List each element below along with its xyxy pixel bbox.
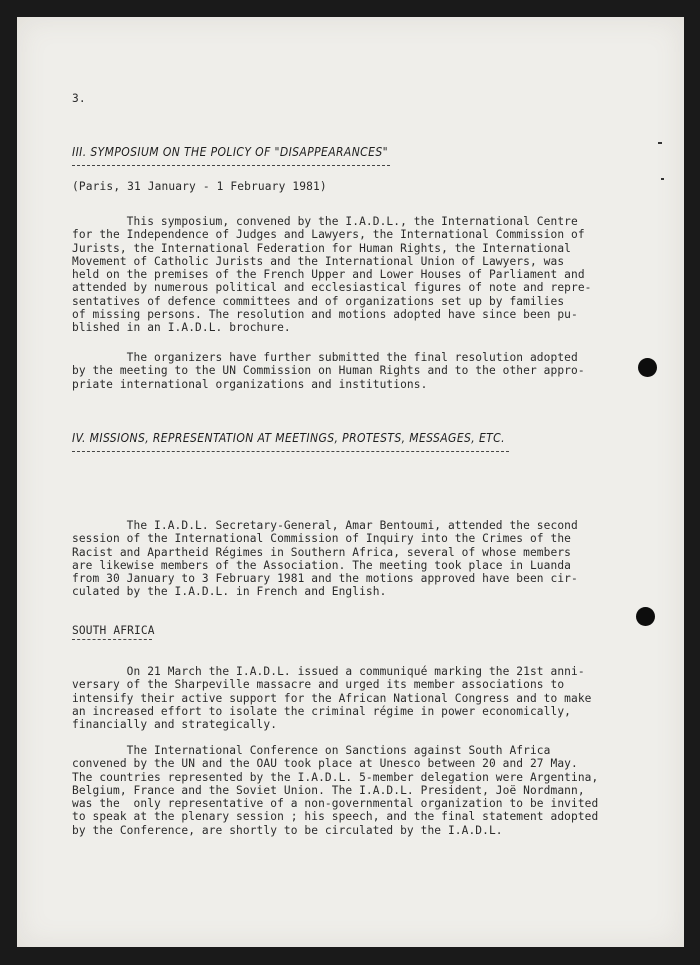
text-line: The International Conference on Sanctions against South Africa	[72, 744, 551, 757]
section-3-paragraph-1	[72, 215, 602, 335]
text-line: This symposium, convened by the I.A.D.L., the International Centre	[72, 215, 578, 228]
section-3-dateline: (Paris, 31 January - 1 February 1981)	[72, 180, 327, 193]
page-number: 3.	[72, 92, 86, 105]
text-line: are likewise members of the Association. The meeting took place in Luanda	[72, 558, 571, 572]
text-line: versary of the Sharpeville massacre and urged its member associations to	[72, 678, 565, 692]
text-line: for the Independence of Judges and Lawyers, the International Commission of	[72, 228, 585, 242]
text-line: session of the International Commission of Inquiry into the Crimes of the	[72, 532, 571, 546]
section-3-underline	[72, 165, 390, 166]
text-line: The countries represented by the I.A.D.L. 5-member delegation were Argentina,	[72, 770, 599, 784]
text-line: intensify their active support for the African National Congress and to make	[72, 691, 592, 705]
text-line: attended by numerous political and ecclesiastical figures of note and repre-	[72, 281, 592, 295]
text-line: blished in an I.A.D.L. brochure.	[72, 321, 291, 335]
text-line: The organizers have further submitted the final resolution adopted	[72, 351, 578, 364]
text-line: financially and strategically.	[72, 718, 278, 732]
text-line: Racist and Apartheid Régimes in Southern Africa, several of whose members	[72, 545, 571, 559]
text-line: of missing persons. The resolution and motions adopted have since been pu-	[72, 308, 578, 322]
section-4-heading: IV. MISSIONS, REPRESENTATION AT MEETINGS, PROTESTS, MESSAGES, ETC.	[72, 431, 505, 445]
text-line: Movement of Catholic Jurists and the International Union of Lawyers, was	[72, 254, 565, 268]
south-africa-heading: SOUTH AFRICA	[72, 624, 155, 637]
text-line: by the meeting to the UN Commission on Human Rights and to the other appro-	[72, 364, 585, 378]
document-page	[17, 17, 684, 947]
south-africa-paragraph-1	[72, 665, 602, 731]
margin-mark	[661, 178, 664, 180]
text-line: culated by the I.A.D.L. in French and English.	[72, 585, 387, 599]
section-4-underline	[72, 451, 509, 452]
text-line: from 30 January to 3 February 1981 and the motions approved have been cir-	[72, 572, 578, 586]
margin-mark	[658, 142, 662, 144]
text-line: to speak at the plenary session ; his speech, and the final statement adopted	[72, 810, 599, 824]
section-3-paragraph-2	[72, 351, 602, 391]
text-line: an increased effort to isolate the criminal régime in power economically,	[72, 704, 571, 718]
south-africa-underline	[72, 639, 152, 640]
text-line: held on the premises of the French Upper and Lower Houses of Parliament and	[72, 268, 585, 282]
punch-hole-top	[638, 358, 657, 377]
text-line: convened by the UN and the OAU took place at Unesco between 20 and 27 May.	[72, 757, 578, 771]
text-line: sentatives of defence committees and of organizations set up by families	[72, 294, 565, 308]
section-4-paragraph-1	[72, 519, 602, 599]
text-line: was the only representative of a non-governmental organization to be invited	[72, 797, 599, 811]
text-line: Belgium, France and the Soviet Union. The I.A.D.L. President, Joë Nordmann,	[72, 783, 585, 797]
text-line: The I.A.D.L. Secretary-General, Amar Bentoumi, attended the second	[72, 519, 578, 532]
section-3-heading: III. SYMPOSIUM ON THE POLICY OF "DISAPPEARANCES"	[72, 145, 388, 159]
text-line: Jurists, the International Federation for Human Rights, the International	[72, 241, 571, 255]
south-africa-paragraph-2	[72, 744, 602, 837]
text-line: by the Conference, are shortly to be circulated by the I.A.D.L.	[72, 823, 503, 837]
text-line: On 21 March the I.A.D.L. issued a communiqué marking the 21st anni-	[72, 665, 585, 678]
punch-hole-bottom	[636, 607, 655, 626]
text-line: priate international organizations and institutions.	[72, 377, 428, 391]
